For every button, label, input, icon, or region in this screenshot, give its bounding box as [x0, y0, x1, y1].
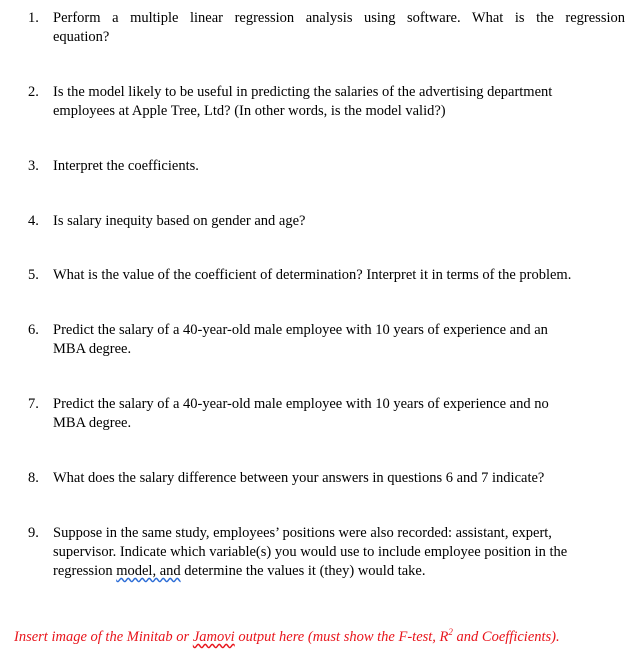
question-line: supervisor. Indicate which variable(s) you would use to include employee position in the: [53, 544, 568, 560]
superscript: 2: [448, 627, 453, 638]
question-line: MBA degree.: [53, 341, 132, 357]
question-text: [53, 157, 625, 176]
question-text: [53, 469, 625, 488]
question-number: 5.: [28, 267, 39, 283]
question-line: Predict the salary of a 40-year-old male employee with 10 years of experience and an: [53, 322, 548, 338]
question-number: 2.: [28, 84, 39, 100]
question-line: What does the salary difference between your answers in questions 6 and 7 indicate?: [53, 470, 545, 486]
footer-text: and Coefficients).: [452, 629, 560, 645]
question-line: MBA degree.: [53, 415, 132, 431]
question-number: 6.: [28, 322, 39, 338]
spelling-flag[interactable]: Jamovi: [192, 629, 235, 645]
question-text: [53, 266, 625, 285]
footer-text: output here (must show the F-test, R: [234, 629, 449, 645]
question-text: [53, 524, 625, 581]
insert-image-instruction: [14, 628, 626, 647]
question-text: [53, 9, 625, 47]
question-number: 7.: [28, 396, 39, 412]
question-line-part: regression: [53, 563, 117, 579]
question-line: equation?: [53, 29, 110, 45]
question-text: [53, 321, 625, 359]
footer-text: Insert image of the Minitab or: [14, 629, 193, 645]
question-text: [53, 395, 625, 433]
question-number: 3.: [28, 158, 39, 174]
question-text: [53, 83, 625, 121]
question-line: Perform a multiple linear regression analysis using software. What is the regression: [53, 10, 625, 26]
question-number: 8.: [28, 470, 39, 486]
question-line: Predict the salary of a 40-year-old male employee with 10 years of experience and no: [53, 396, 549, 412]
question-text: [53, 212, 625, 231]
question-line: [53, 562, 625, 581]
question-number: 9.: [28, 525, 39, 541]
question-line-part: determine the values it (they) would take.: [180, 563, 426, 579]
question-line: What is the value of the coefficient of determination? Interpret it in terms of the problem.: [53, 267, 572, 283]
question-number: 1.: [28, 10, 39, 26]
question-line: Is the model likely to be useful in predicting the salaries of the advertising department: [53, 84, 553, 100]
question-number: 4.: [28, 213, 39, 229]
question-line: employees at Apple Tree, Ltd? (In other words, is the model valid?): [53, 103, 446, 119]
grammar-flag[interactable]: model, and: [116, 563, 181, 579]
question-line: Suppose in the same study, employees’ positions were also recorded: assistant, expert,: [53, 525, 552, 541]
question-line: Is salary inequity based on gender and age?: [53, 213, 306, 229]
question-line: Interpret the coefficients.: [53, 158, 199, 174]
